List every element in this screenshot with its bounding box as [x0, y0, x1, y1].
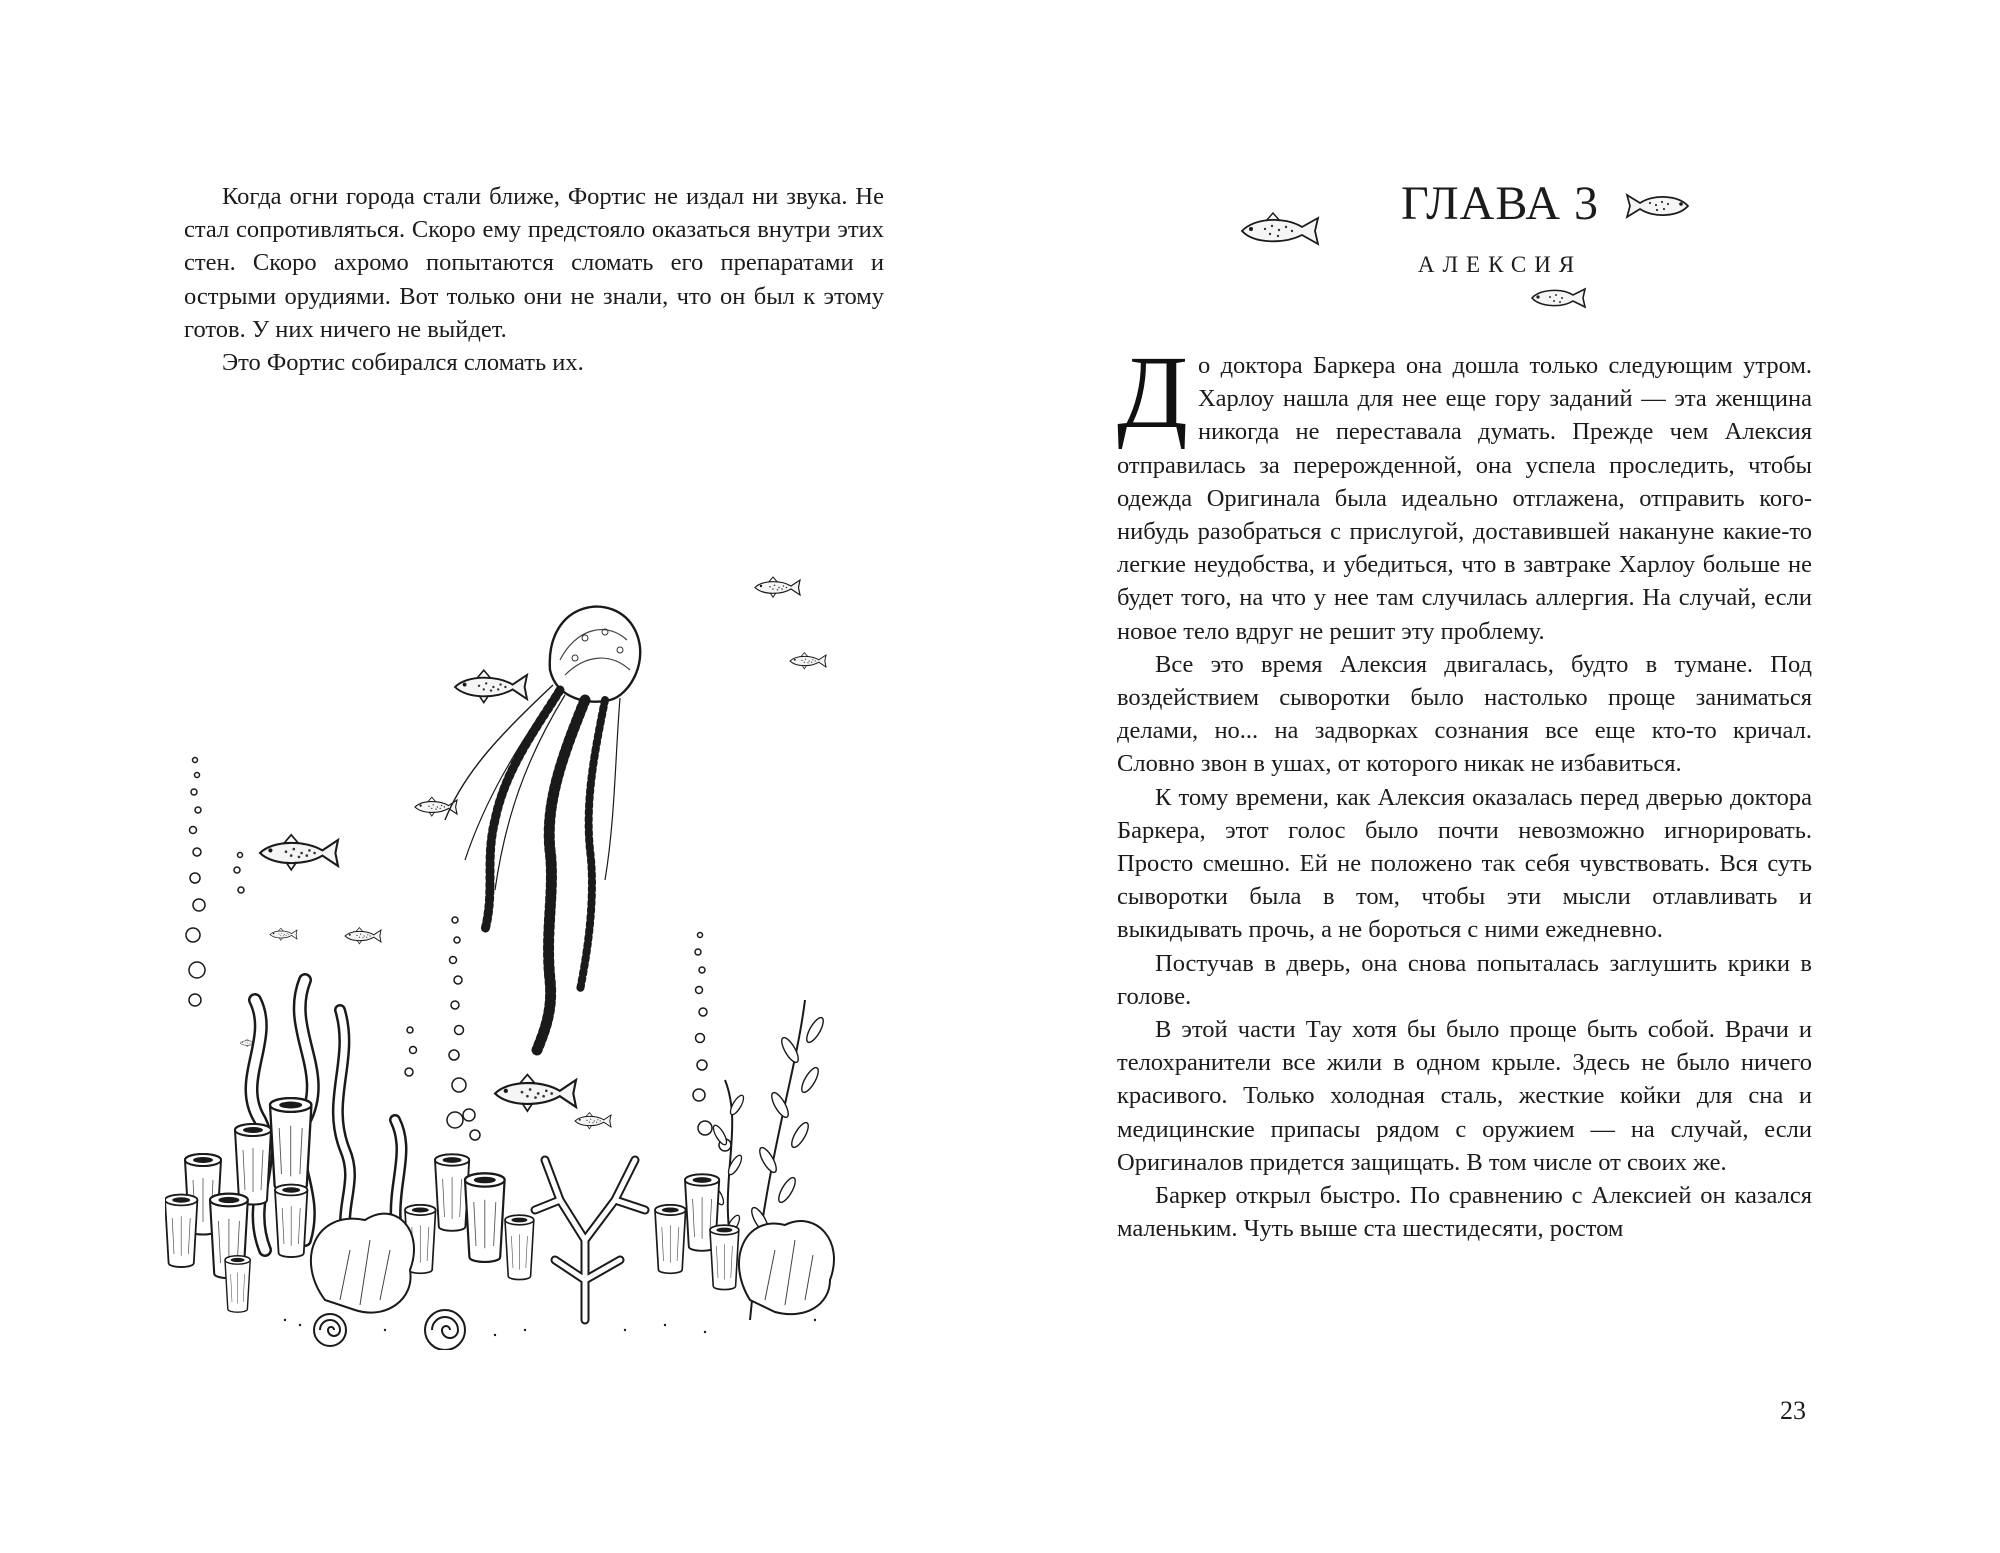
- paragraph: Постучав в дверь, она снова попыталась заглушить крики в голове.: [1117, 949, 1812, 1010]
- first-paragraph: [1117, 335, 1812, 648]
- paragraph: В этой части Тау хотя бы было проще быть собой. Врачи и телохранители все жили в одном крыле. Здесь не было ничего красивого. Только холодная сталь, жесткие койки для сна и медицинские припасы рядом с оружием — на случай, если Оригиналов придется защищать. В том числе от своих же.: [1117, 1016, 1812, 1176]
- jellyfish-coral-reef-illustration: [165, 560, 855, 1350]
- first-paragraph-text: о доктора Баркера она дошла только следующим утром. Харлоу нашла для нее еще гору заданий — эта женщина никогда не переставала думать. Прежде чем Алексия отправилась за перерожденной, она успела проследить, чтобы одежда Оригинала была идеально отглажена, отправить кого-нибудь разобраться с прислугой, доставившей накануне какие-то легкие неудобства, и убедиться, что в завтраке Харлоу больше не будет того, на что у нее там случилась аллергия. На случай, если новое тело вдруг не решит эту проблему.: [1117, 352, 1812, 645]
- right-page: [1000, 0, 2000, 1553]
- paragraph: Когда огни города стали ближе, Фортис не издал ни звука. Не стал сопротивляться. Скоро ему предстояло оказаться внутри этих стен. Скоро ахромо попытаются сломать его препаратами и острыми орудиями. Вот только они не знали, что он был к этому готов. У них ничего не выйдет.: [184, 183, 884, 343]
- paragraph: Все это время Алексия двигалась, будто в тумане. Под воздействием сыворотки было настолько проще заниматься делами, но... на задворках сознания все еще кто-то кричал. Словно звон в ушах, от которого никак не избавиться.: [1117, 650, 1812, 778]
- fish-icon: [1530, 285, 1588, 311]
- right-page-text: [1117, 335, 1812, 1245]
- paragraph: Баркер открыл быстро. По сравнению с Алексией он казался маленьким. Чуть выше ста шестидесяти, ростом: [1117, 1182, 1812, 1243]
- paragraph: Это Фортис собирался сломать их.: [222, 349, 584, 377]
- paragraph: К тому времени, как Алексия оказалась перед дверью доктора Баркера, этот голос было почти невозможно игнорировать. Просто смешно. Ей не положено так себя чувствовать. Вся суть сыворотки была в том, чтобы эти мысли отлавливать и выкидывать прочь, а не бороться с ними ежедневно.: [1117, 783, 1812, 944]
- chapter-subtitle: АЛЕКСИЯ: [1417, 252, 1583, 277]
- drop-cap: Д: [1117, 335, 1188, 450]
- page-number: 23: [1780, 1396, 1806, 1425]
- chapter-title: ГЛАВА 3: [1400, 177, 1599, 230]
- left-page-text: [184, 180, 884, 379]
